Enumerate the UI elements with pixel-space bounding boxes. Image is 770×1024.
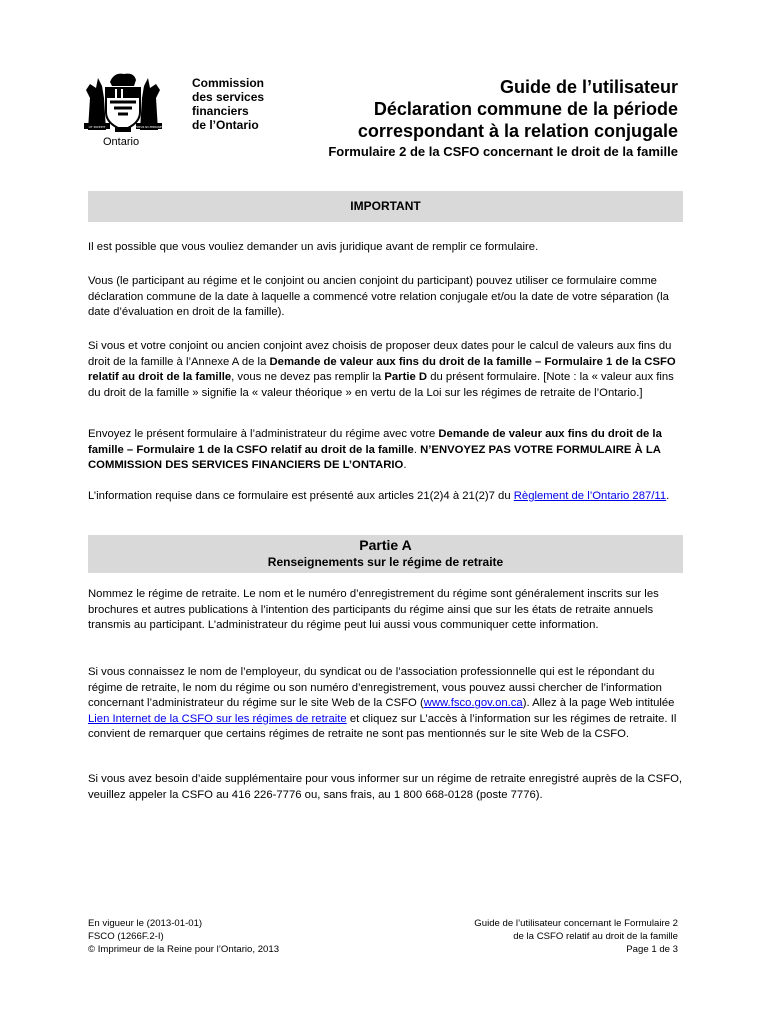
footer-left [88,917,279,956]
title-line: Guide de l’utilisateur [499,77,678,97]
motto-right: FIDELIS SIC PERMANET [135,126,163,129]
paragraph-usage: Vous (le participant au régime et le conjoint ou ancien conjoint du participant) pouvez utiliser ce formulaire comme déclaration commune de la date à laquelle a commencé votre relation conjugale et/ou la date de votre séparation (la date d’évaluation en droit de la famille). [88,275,669,319]
paragraph-contact: Si vous avez besoin d’aide supplémentaire pour vous informer sur un régime de retraite enregistré auprès de la CSFO, veuillez appeler la CSFO au 416 226-7776 ou, sans frais, au 1 800 668-0128 (poste 7776). [88,773,683,801]
page-number: Page 1 de 3 [626,944,678,955]
paragraph-legal-advice: Il est possible que vous vouliez demander un avis juridique avant de remplir ce formulaire. [88,241,539,253]
ontario-coat-of-arms-logo [82,68,164,138]
org-line: des services [192,90,265,104]
paragraph-send-form: Envoyez le présent formulaire à l’administrateur du régime avec votre Demande de valeur aux fins du droit de la famille – Formulaire 1 de la CSFO relatif au droit de la famille. N’ENVOYEZ PAS VOTRE FORMULAIRE À LA COMMISSION DES SERVICES FINANCIERS DE L’ONTARIO. [88,428,662,472]
footer-right [474,917,678,956]
footer-form-code: FSCO (1266F.2-I) [88,931,164,942]
footer-guide-title-cont: de la CSFO relatif au droit de la famille [513,931,678,942]
fsco-pension-plans-link[interactable]: Lien Internet de la CSFO sur les régimes de retraite [88,712,347,725]
title-line: correspondant à la relation conjugale [357,121,678,141]
document-title-block [328,76,678,161]
ontario-label: Ontario [103,136,140,148]
partie-a-banner [88,535,683,573]
organization-name [192,76,264,132]
paragraph-plan-name: Nommez le régime de retraite. Le nom et le numéro d’enregistrement du régime sont généralement inscrits sur les brochures et autres publications à l’intention des participants du régime ainsi que sur les états de retraite annuels transmis au participant. L’administrateur du régime peut lui aussi vous communiquer cette information. [88,588,659,632]
org-line: Commission [192,76,265,90]
paragraph-two-dates: Si vous et votre conjoint ou ancien conjoint avez choisis de proposer deux dates pour le calcul de valeurs aux fins du droit de la famille à l’Annexe A de la Demande de valeur aux fins du droit de la famille – Formulaire 1 de la CSFO relatif au droit de la famille, vous ne devez pas remplir la Partie D du présent formulaire. [Note : la « valeur aux fins du droit de la famille » signifie la « valeur théorique » en vertu de la Loi sur les régimes de retraite de l’Ontario.] [88,340,676,399]
footer-guide-title: Guide de l’utilisateur concernant le Formulaire 2 [474,918,678,929]
title-line: Déclaration commune de la période [373,99,678,119]
document-subtitle: Formulaire 2 de la CSFO concernant le droit de la famille [328,144,678,159]
fsco-website-link[interactable]: www.fsco.gov.on.ca [423,697,523,710]
paragraph-plan-search: Si vous connaissez le nom de l’employeur, du syndicat ou de l’association professionnelle qui est le répondant du régime de retraite, le nom du régime ou son numéro d’enregistrement, vous pouvez aussi chercher de l’information concernant l’administrateur du régime sur le site Web de la CSFO (www.fsco.gov.on.ca). Allez à la page Web intitulée Lien Internet de la CSFO sur les régimes de retraite et cliquez sur L’accès à l’information sur les régimes de retraite. Il convient de remarquer que certains régimes de retraite ne sont pas mentionnés sur le site Web de la CSFO. [88,666,677,741]
footer-copyright: © Imprimeur de la Reine pour l’Ontario, 2013 [88,944,280,955]
regulation-link[interactable]: Règlement de l’Ontario 287/11 [513,490,667,502]
org-line: de l’Ontario [192,118,259,132]
partie-a-subtitle: Renseignements sur le régime de retraite [267,555,504,569]
paragraph-regulation-reference: L’information requise dans ce formulaire est présenté aux articles 21(2)4 à 21(2)7 du Règlement de l’Ontario 287/11. [88,490,670,502]
footer-effective-date: En vigueur le (2013-01-01) [88,918,203,929]
partie-a-title: Partie A [359,537,412,553]
org-line: financiers [192,104,249,118]
important-banner: IMPORTANT [88,191,683,222]
motto-left: UT INCEPIT [88,125,106,129]
